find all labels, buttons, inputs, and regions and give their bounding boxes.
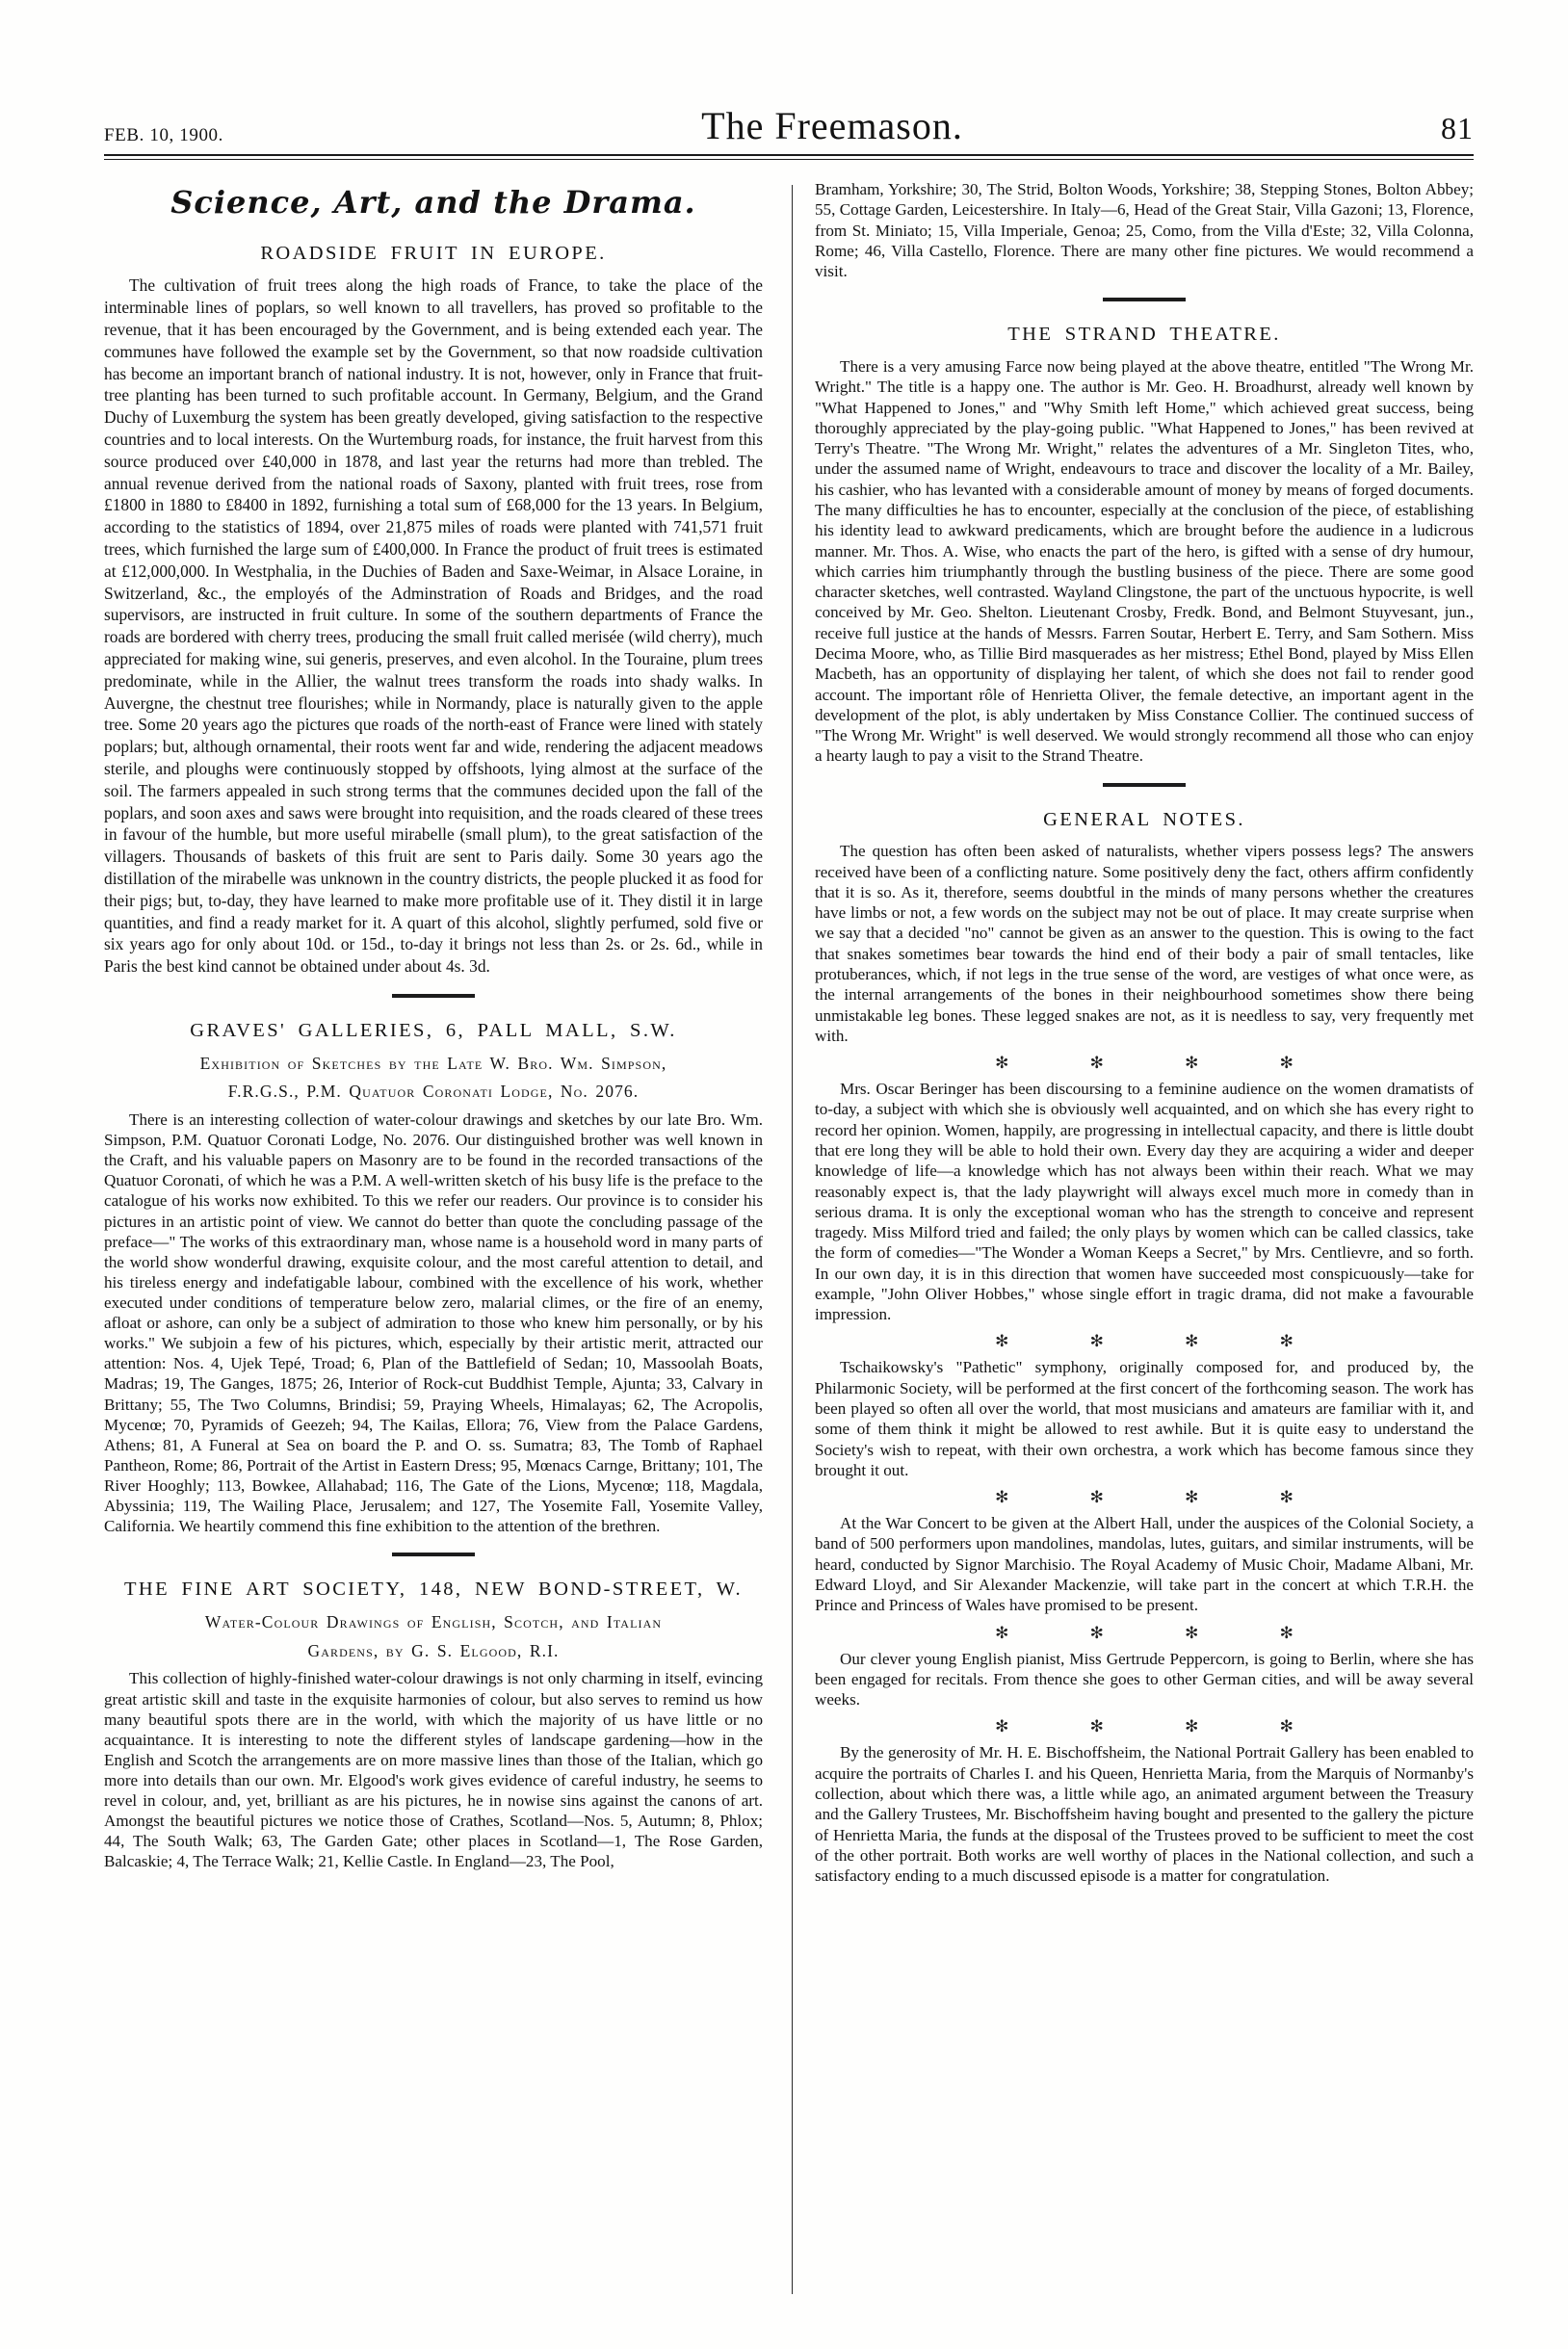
section-rule	[1103, 298, 1186, 301]
general-note-item: Our clever young English pianist, Miss Gertrude Peppercorn, is going to Berlin, where she has been engaged for recitals. From thence she goes to other German cities, and will be away several weeks.	[815, 1649, 1474, 1710]
general-note-item: Mrs. Oscar Beringer has been discoursing to a feminine audience on the women dramatists of to-day, a subject with which she is obviously well acquainted, and on which she has every right to record her opinion. Women, happily, are progressing in intellectual capacity, and there is little doubt that ere long they will be able to hold their own. Every day they are acquiring a wider and deeper knowledge of life—a knowledge which has not always been within their reach. What we may reasonably expect is, that the lady playwright will always excel much more in comedy than in serious drama. It is only the exceptional woman who has the strength to conceive and represent tragedy. Miss Milford tried and failed; the only plays by women which can be called classics, take the form of comedies—"The Wonder a Woman Keeps a Secret," by Mrs. Centlievre, and so forth. In our own day, it is in this direction that women have succeeded most conspicuously—take for example, "John Oliver Hobbes," whose single effort in tragic drama, did not make a favourable impression.	[815, 1080, 1474, 1324]
left-column	[104, 179, 763, 2308]
asterisk-divider: ✻ ✻ ✻ ✻	[995, 1488, 1332, 1507]
article-subheading-graves-line2: F.R.G.S., P.M. Quatuor Coronati Lodge, No. 2076.	[227, 1082, 640, 1102]
article-heading-roadside-fruit: ROADSIDE FRUIT IN EUROPE.	[260, 242, 607, 264]
publication-title: The Freemason.	[701, 104, 963, 147]
section-banner: Science, Art, and the Drama.	[170, 184, 696, 221]
asterisk-divider: ✻ ✻ ✻ ✻	[995, 1623, 1332, 1642]
article-heading-graves-galleries: GRAVES' GALLERIES, 6, PALL MALL, S.W.	[190, 1019, 677, 1041]
article-body-fineart-continuation: Bramham, Yorkshire; 30, The Strid, Bolton Woods, Yorkshire; 38, Stepping Stones, Bolton Abbey; 55, Cottage Garden, Leicestershire. In Italy—6, Head of the Great Stair, Villa Gazoni; 13, Florence, from St. Miniato; 15, Villa Imperiale, Genoa; 25, Como, from the Villa d'Este; 32, Villa Colonna, Rome; 46, Villa Castello, Florence. There are many other fine pictures. We would recommend a visit.	[815, 180, 1474, 281]
asterisk-divider: ✻ ✻ ✻ ✻	[995, 1717, 1332, 1736]
general-note-item: At the War Concert to be given at the Albert Hall, under the auspices of the Colonial Society, a band of 500 performers upon mandolines, mandolas, lutes, guitars, and similar instruments, will be heard, conducted by Signor Marchisio. The Royal Academy of Music Choir, Madame Albani, Mr. Edward Lloyd, and Sir Alexander Mackenzie, will take part in the concert at which T.R.H. the Prince and Princess of Wales have promised to be present.	[815, 1514, 1474, 1615]
general-note-item: Tschaikowsky's "Pathetic" symphony, originally composed for, and produced by, the Philarmonic Society, will be performed at the first concert of the forthcoming season. The work has been played so often all over the world, that most musicians and amateurs are familiar with it, and some of them think it might be allowed to rest awhile. But it is quite easy to understand the Society's wish to repeat, with their own orchestra, a work which has become famous since they brought it out.	[815, 1358, 1474, 1479]
article-heading-general-notes: GENERAL NOTES.	[1043, 808, 1245, 830]
article-body-fine-art-society: This collection of highly-finished water-colour drawings is not only charming in itself, evincing great artistic skill and taste in the exquisite harmonies of colour, but also serves to remind us how many beautiful spots there are in the world, with which the majority of us have little or no acquaintance. It is interesting to note the different styles of landscape gardening—how in the English and Scotch the arrangements are on more massive lines than those of the Italian, which go more into details than our own. Mr. Elgood's work gives evidence of careful industry, he seems to revel in colour, and, yet, brilliant as are his pictures, he in nowise sins against the canons of art. Amongst the beautiful pictures we notice those of Crathes, Scotland—Nos. 5, Autumn; 8, Phlox; 44, The South Walk; 63, The Garden Gate; other places in Scotland—1, The Rose Garden, Balcaskie; 4, The Terrace Walk; 21, Kellie Castle. In England—23, The Pool,	[104, 1669, 763, 1871]
general-note-item: The question has often been asked of naturalists, whether vipers possess legs? The answers received have been of a conflicting nature. Some positively deny the fact, others affirm confidently that it is so. As it, therefore, seems doubtful in the minds of many persons whether the creatures have limbs or not, a few words on the subject may not be out of place. It may create surprise when we say that a decided "no" cannot be given as an answer to the question. This is owing to the fact that snakes sometimes bear towards the hind end of their body a pair of small tentacles, like protuberances, which, if not legs in the true sense of the word, are vestiges of what once were, as the internal arrangements of the bones in their neighbourhood sometimes show there being unmistakable leg bones. These legged snakes are not, as it is needless to say, very frequently met with.	[815, 842, 1474, 1045]
article-body-roadside-fruit: The cultivation of fruit trees along the high roads of France, to take the place of the interminable lines of poplars, so well known to all travellers, has proved so profitable to the revenue, that it has been encouraged by the Government, and is being extended each year. The communes have followed the example set by the Government, so that now roadside cultivation has become an important branch of national industry. It is not, however, only in France that fruit-tree planting has been turned to such profitable account. In Germany, Belgium, and the Grand Duchy of Luxemburg the system has been greatly developed, giving satisfaction to the respective countries and to local interests. On the Wurtemburg roads, for instance, the fruit harvest from this source produced over £40,000 in 1878, and last year the returns had more than trebled. The annual revenue derived from the national roads of Saxony, planted with fruit trees, rose from £1800 in 1880 to £8400 in 1892, furnishing a total sum of £68,000 for the 13 years. In Belgium, according to the statistics of 1894, over 21,875 miles of roads were planted with 741,571 fruit trees, which furnished the large sum of £400,000. In France the product of fruit trees is estimated at £12,000,000. In Westphalia, in the Duchies of Baden and Saxe-Weimar, in Alsace Loraine, in Switzerland, &c., the employés of the Adminstration of Roads and Bridges, and the road supervisors, are instructed in fruit culture. In some of the southern departments of France the roads are bordered with cherry trees, producing the small fruit called merisée (wild cherry), much appreciated for making wine, sui generis, preserves, and even alcohol. In the Touraine, plum trees predominate, while in the Allier, the walnut trees transform the roads into shady walks. In Auvergne, the chestnut tree flourishes; while in Normandy, place is naturally given to the apple tree. Some 20 years ago the pictures que roads of the north-east of France were lined with stately poplars; but, although ornamental, their roots went far and wide, rendering the adjacent meadows sterile, and ploughs were continuously stopped by offshoots, lying almost at the surface of the soil. The farmers appealed in such strong terms that the communes decided upon the fall of the poplars, and soon axes and saws were brought into requisition, and the roads cleared of these trees in favour of the humble, but more useful mirabelle (small plum), to the great satisfaction of the villagers. Thousands of baskets of this fruit are sent to Paris daily. Some 30 years ago the distillation of the mirabelle was unknown in the country districts, the people plucked it as food for their pigs; but, to-day, they have learned to make more profitable use of it. They distil it in large quantities, and find a ready market for it. A quart of this alcohol, slightly perfumed, sold five or six years ago for only about 10d. or 15d., to-day it brings not less than 2s. or 2s. 6d., while in Paris the best kind cannot be obtained under about 4s. 3d.	[104, 275, 763, 977]
article-heading-strand-theatre: THE STRAND THEATRE.	[1007, 324, 1281, 346]
article-heading-fine-art-society: THE FINE ART SOCIETY, 148, NEW BOND-STREET, W.	[123, 1579, 744, 1601]
article-subheading-graves-line1: Exhibition of Sketches by the Late W. Bro. Wm. Simpson,	[199, 1053, 667, 1073]
column-divider	[792, 185, 793, 2294]
page-number: 81	[1440, 111, 1474, 145]
general-note-item: By the generosity of Mr. H. E. Bischoffsheim, the National Portrait Gallery has been enabled to acquire the portraits of Charles I. and his Queen, Henrietta Maria, from the Marquis of Normanby's collection, about which there was, a little while ago, an animated argument between the Treasury and the Gallery Trustees, Mr. Bischoffsheim having bought and presented to the gallery the picture of Henrietta Maria, the funds at the disposal of the Trustees proved to be sufficient to meet the cost of the other portrait. Both works are well worthy of places in the National collection, and such a satisfactory ending to a much discussed episode is a matter for congratulation.	[815, 1743, 1474, 1886]
article-body-graves-galleries: There is an interesting collection of water-colour drawings and sketches by our late Bro. Wm. Simpson, P.M. Quatuor Coronati Lodge, No. 2076. Our distinguished brother was well known in the Craft, and his valuable papers on Masonry are to be found in the recorded transactions of the Quatuor Coronati, of which he was a P.M. A well-written sketch of his busy life is the preface to the catalogue of his works now exhibited. To this we refer our readers. Our province is to consider his pictures in an artistic point of view. We cannot do better than quote the concluding passage of the preface—" The works of this extraordinary man, whose name is a household word in many parts of the world show wonderful drawing, exquisite colour, and the most careful attention to detail, and his tireless energy and indefatigable labour, combined with the excellence of his work, whether executed under conditions of temperature below zero, malarial climes, or the fire of an enemy, afloat or ashore, can only be a subject of admiration to those who knew him personally, or by his works." We subjoin a few of his pictures, which, especially by their artistic merit, attracted our attention: Nos. 4, Ujek Tepé, Troad; 6, Plan of the Battlefield of Sedan; 10, Massoolah Boats, Madras; 19, The Ganges, 1875; 26, Interior of Rock-cut Buddhist Temple, Ajunta; 33, Calvary in Brittany; 55, The Two Columns, Brindisi; 59, Praying Wheels, Himalayas; 62, The Acropolis, Mycenœ; 70, Pyramids of Geezeh; 94, The Kailas, Ellora; 76, View from the Palace Gardens, Athens; 81, A Funeral at Sea on board the P. and O. ss. Sumatra; 83, The Tomb of Raphael Pantheon, Rome; 86, Portrait of the Artist in Eastern Dress; 95, Mœnacs Carnge, Brittany; 101, The River Hooghly; 113, Bowkee, Allahabad; 116, The Gate of the Lions, Mycenœ; 118, Magdala, Abyssinia; 119, The Wailing Place, Jerusalem; and 127, The Yosemite Fall, Yosemite Valley, California. We heartily commend this fine exhibition to the attention of the brethren.	[104, 1110, 763, 1536]
section-rule	[1103, 783, 1186, 787]
issue-date: FEB. 10, 1900.	[104, 125, 223, 145]
section-rule	[392, 1553, 475, 1556]
column-container	[104, 179, 1474, 2308]
masthead	[104, 92, 1474, 148]
asterisk-divider: ✻ ✻ ✻ ✻	[995, 1054, 1332, 1073]
article-body-strand-theatre: There is a very amusing Farce now being played at the above theatre, entitled "The Wrong Mr. Wright." The title is a happy one. The author is Mr. Geo. H. Broadhurst, already well known by "What Happened to Jones," and "Why Smith left Home," which achieved great success, being thoroughly appreciated by the play-going public. "What Happened to Jones," has been revived at Terry's Theatre. "The Wrong Mr. Wright," relates the adventures of a Mr. Singleton Tites, who, under the assumed name of Wright, endeavours to trace and discover the locality of a Mr. Bailey, his cashier, who has levanted with a considerable amount of money by means of forged documents. The many difficulties he has to encounter, especially at the conclusion of the piece, of establishing his identity lead to awkward predicaments, which are brought before the audience in a ludicrous manner. Mr. Thos. A. Wise, who enacts the part of the hero, is gifted with a sense of dry humour, which carries him triumphantly through the bustling business of the piece. There are some good character sketches, well contrasted. Wayland Clingstone, the part of the unctuous hypocrite, is well conceived by Mr. Geo. Shelton. Lieutenant Crosby, Fredk. Bond, and Belmont Stuyvesant, jun., receive full justice at the hands of Messrs. Farren Soutar, Herbert E. Terry, and Sam Sothern. Miss Decima Moore, who, as Tillie Bird masquerades as her mistress; Ethel Bond, played by Miss Ellen Macbeth, has an opportunity of displaying her talent, of which she does not fail to render good account. The important rôle of Henrietta Oliver, the female detective, an important agent in the development of the plot, is ably undertaken by Miss Constance Collier. The continued success of "The Wrong Mr. Wright" is well deserved. We would strongly recommend all those who can enjoy a hearty laugh to pay a visit to the Strand Theatre.	[815, 357, 1474, 766]
article-subheading-fineart-line1: Water-Colour Drawings of English, Scotch, and Italian	[204, 1611, 663, 1631]
article-subheading-fineart-line2: Gardens, by G. S. Elgood, R.I.	[307, 1640, 560, 1660]
right-column	[815, 179, 1474, 2308]
masthead-rule	[104, 154, 1474, 160]
asterisk-divider: ✻ ✻ ✻ ✻	[995, 1332, 1332, 1351]
section-rule	[392, 994, 475, 998]
